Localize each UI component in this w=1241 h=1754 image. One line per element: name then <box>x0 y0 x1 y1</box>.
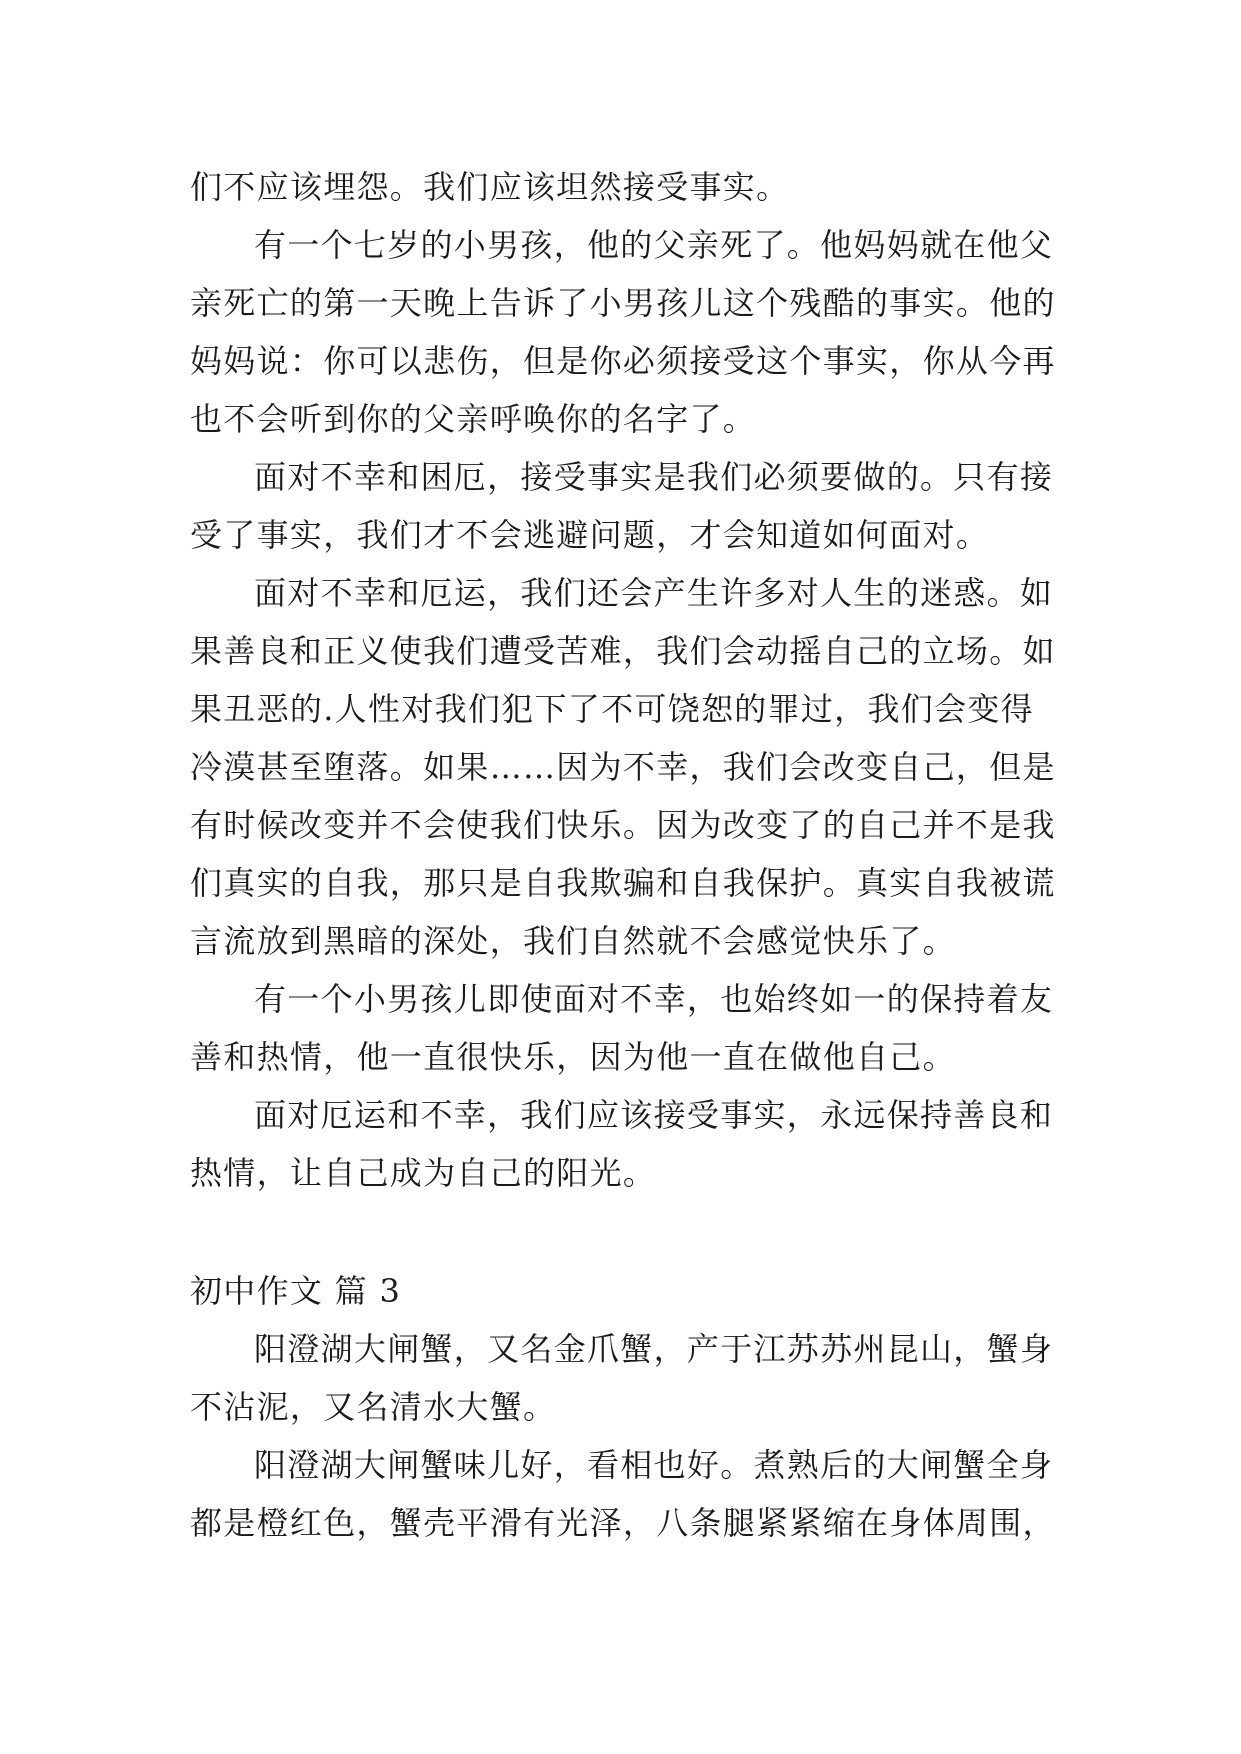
paragraph-line: 阳澄湖大闸蟹，又名金爪蟹，产于江苏苏州昆山，蟹身 <box>254 1330 1054 1368</box>
paragraph-line: 有时候改变并不会使我们快乐。因为改变了的自己并不是我 <box>190 806 1056 844</box>
paragraph-line: 面对不幸和厄运，我们还会产生许多对人生的迷惑。如 <box>254 574 1054 612</box>
paragraph-line: 也不会听到你的父亲呼唤你的名字了。 <box>190 400 757 438</box>
paragraph-line: 热情，让自己成为自己的阳光。 <box>190 1154 657 1192</box>
paragraph-line: 受了事实，我们才不会逃避问题，才会知道如何面对。 <box>190 516 990 554</box>
paragraph-line: 有一个七岁的小男孩，他的父亲死了。他妈妈就在他父 <box>254 226 1054 264</box>
paragraph-line: 言流放到黑暗的深处，我们自然就不会感觉快乐了。 <box>190 922 956 960</box>
paragraph-line: 阳澄湖大闸蟹味儿好，看相也好。煮熟后的大闸蟹全身 <box>254 1446 1054 1484</box>
paragraph-line: 冷漠甚至堕落。如果……因为不幸，我们会改变自己，但是 <box>190 748 1056 786</box>
paragraph-line: 亲死亡的第一天晚上告诉了小男孩儿这个残酷的事实。他的 <box>190 284 1056 322</box>
paragraph-line: 善和热情，他一直很快乐，因为他一直在做他自己。 <box>190 1038 956 1076</box>
paragraph-line: 们真实的自我，那只是自我欺骗和自我保护。真实自我被谎 <box>190 864 1056 902</box>
paragraph-line: 果丑恶的.人性对我们犯下了不可饶恕的罪过，我们会变得 <box>190 690 1034 728</box>
paragraph-line: 都是橙红色，蟹壳平滑有光泽，八条腿紧紧缩在身体周围， <box>190 1504 1056 1542</box>
section-heading: 初中作文 篇 3 <box>190 1272 402 1310</box>
paragraph-line: 有一个小男孩儿即使面对不幸，也始终如一的保持着友 <box>254 980 1054 1018</box>
paragraph-line: 果善良和正义使我们遭受苦难，我们会动摇自己的立场。如 <box>190 632 1056 670</box>
paragraph-line: 妈妈说：你可以悲伤，但是你必须接受这个事实，你从今再 <box>190 342 1056 380</box>
document-page <box>190 158 1056 1552</box>
paragraph-line: 面对厄运和不幸，我们应该接受事实，永远保持善良和 <box>254 1096 1054 1134</box>
paragraph-line: 面对不幸和困厄，接受事实是我们必须要做的。只有接 <box>254 458 1054 496</box>
paragraph-line: 们不应该埋怨。我们应该坦然接受事实。 <box>190 168 790 206</box>
paragraph-line: 不沾泥，又名清水大蟹。 <box>190 1388 557 1426</box>
